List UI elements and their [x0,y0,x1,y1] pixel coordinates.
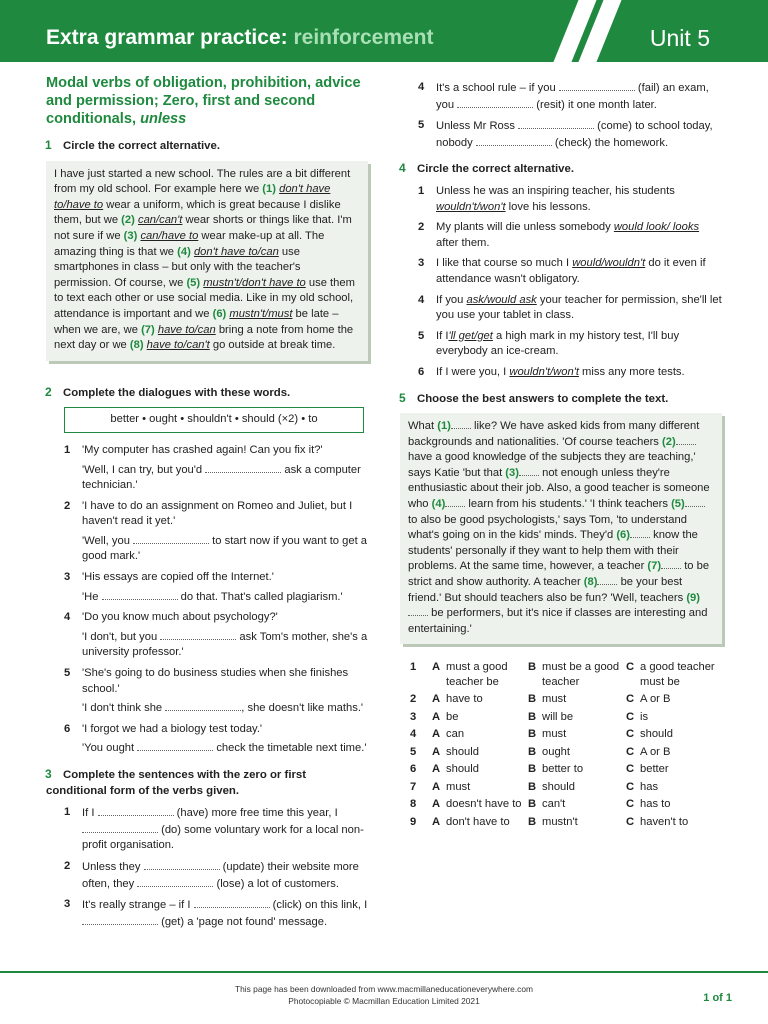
option-b[interactable]: must be a good teacher [542,661,620,688]
option-b[interactable]: will be [542,710,574,723]
answer-blank[interactable] [137,876,213,887]
exercise-4-heading [400,161,722,178]
exercise-instruction: Choose the best answers to complete the text. [417,392,669,405]
item-number: 3 [418,257,425,270]
circle-alternative[interactable]: have to/can [157,323,216,336]
option-b[interactable]: ought [542,745,570,758]
gap-blank [676,435,696,445]
dialogue-line: 'She's going to do business studies when she finishes school.' [82,667,349,695]
gap-blank [661,559,681,569]
circle-alternative[interactable]: would/wouldn't [572,257,646,270]
dialogue-line: 'I forgot we had a biology test today.' [82,722,263,735]
exercise-number: 4 [399,161,406,176]
answer-blank[interactable] [457,97,533,108]
gap-blank [445,497,465,507]
option-letter: B [528,745,537,758]
exercise-5-text-box [400,413,722,644]
circle-alternative[interactable]: 'll get/get [448,329,493,342]
dialogue-line: 'Well, I can try, but you'd ask a computer technician.' [82,463,361,492]
option-letter: C [626,745,635,758]
item-number: 9 [410,815,417,828]
option-letter: C [626,710,635,723]
list-item [46,722,368,757]
option-letter: B [528,815,537,828]
item-number: 2 [64,859,71,872]
answer-blank[interactable] [82,822,158,833]
item-number: 1 [418,184,425,197]
exercise-instruction: Complete the dialogues with these words. [63,386,291,399]
option-c[interactable]: is [640,710,649,723]
list-item: 1 Unless he was an inspiring teacher, his students wouldn't/won't love his lessons. [418,184,675,213]
option-letter: C [626,693,635,706]
option-a[interactable]: doesn't have to [446,798,522,811]
option-a[interactable]: can [446,728,465,741]
word-bank: better • ought • shouldn't • should (×2) • to [64,407,364,433]
option-b[interactable]: mustn't [542,815,578,828]
option-row [410,797,722,815]
dialogue-line: 'I have to do an assignment on Romeo and Juliet, but I haven't read it yet.' [82,499,353,528]
header-title-accent: reinforcement [293,26,434,49]
gap-number: (4) [177,245,191,258]
item-number: 6 [64,722,71,735]
list-item: 4 It's a school rule – if you (fail) an exam, you (resit) it one month later. [418,81,709,111]
answer-blank[interactable] [102,589,178,600]
answer-blank[interactable] [133,533,209,544]
exercise-2-list [46,443,368,757]
gap-number: (3) [123,229,138,242]
item-number: 4 [418,81,425,93]
answer-blank[interactable] [518,118,594,129]
option-letter: C [626,763,635,776]
page-header [0,0,768,62]
answer-blank[interactable] [82,914,158,925]
option-letter: C [626,798,635,811]
exercise-instruction: Circle the correct alternative. [63,140,221,152]
option-letter: B [528,661,537,674]
option-c[interactable]: a good teacher must be [640,661,715,688]
circle-alternative[interactable]: can/have to [140,229,199,242]
dialogue-line: 'He do that. That's called plagiarism.' [82,590,343,603]
option-a[interactable]: be [446,710,459,723]
answer-blank[interactable] [137,740,213,751]
option-a[interactable]: have to [446,693,483,706]
exercise-1-text-box [46,161,368,361]
option-b[interactable]: must [542,693,567,706]
dialogue-line: 'I don't think she , she doesn't like maths.' [82,702,364,715]
list-item: 1 If I (have) more free time this year, I (do) some voluntary work for a local non-profit organisation. [64,806,364,852]
option-c[interactable]: A or B [640,693,671,706]
list-item [46,666,368,717]
exercise-2-heading [46,385,368,402]
item-number: 2 [64,499,71,512]
option-row [410,727,722,745]
option-c[interactable]: has [640,780,659,793]
right-column [400,80,722,832]
option-letter: A [432,693,441,706]
answer-blank[interactable] [205,462,281,473]
option-row [410,710,722,728]
option-a[interactable]: don't have to [446,815,510,828]
gap-number: (8) [583,576,598,589]
item-number: 3 [64,898,71,911]
header-title-main: Extra grammar practice: [46,26,288,49]
option-letter: A [432,780,441,793]
option-c[interactable]: haven't to [640,815,689,828]
item-number: 5 [410,745,417,758]
item-number: 1 [410,661,417,674]
footer-copyright: Photocopiable © Macmillan Education Limited 2021 [288,996,480,1006]
option-row [410,745,722,763]
dialogue-line: 'My computer has crashed again! Can you fix it?' [82,443,323,456]
circle-alternative[interactable]: mustn't/don't have to [203,276,306,289]
list-item [46,570,368,605]
option-row [410,815,722,833]
circle-alternative[interactable]: mustn't/must [229,307,293,320]
option-letter: A [432,798,441,811]
item-number: 4 [64,611,71,624]
list-item [46,443,368,494]
circle-alternative[interactable]: would look/ looks [613,221,700,234]
gap-number: (2) [662,435,676,448]
list-item: 2 Unless they (update) their website more often, they (lose) a lot of customers. [64,859,359,890]
list-item: 2 My plants will die unless somebody would look/ looks after them. [418,221,700,249]
gap-blank [451,419,471,429]
circle-alternative[interactable]: have to/can't [146,339,210,352]
option-row [410,762,722,780]
page-number: 1 of 1 [703,992,732,1004]
item-number: 2 [418,221,425,234]
option-a[interactable]: should [446,763,479,776]
gap-blank [597,575,617,585]
dialogue-line: 'You ought check the timetable next time.' [82,742,367,755]
gap-number: (1) [437,420,451,433]
gap-number: (1) [262,183,276,196]
option-c[interactable]: A or B [640,745,671,758]
circle-alternative[interactable]: wouldn't/won't [509,365,579,378]
item-number: 4 [418,293,425,306]
item-number: 8 [410,798,417,811]
gap-number: (9) [686,591,701,604]
gap-number: (6) [616,529,630,542]
option-row [410,660,722,692]
exercise-5-heading [400,391,722,408]
answer-blank[interactable] [194,897,270,908]
dialogue-line: 'Well, you to start now if you want to get a good mark.' [82,534,368,563]
exercise-3-list [46,805,368,930]
option-letter: A [432,710,441,723]
gap-number: (2) [121,214,135,227]
option-a[interactable]: must a good teacher be [446,661,508,688]
list-item: 4 If you ask/would ask your teacher for permission, she'll let you use your tablet in class. [418,293,722,322]
option-b[interactable]: can't [542,798,566,811]
page-title-em: unless [140,111,187,127]
option-b[interactable]: better to [542,763,584,776]
exercise-5-text: What (1) like? We have asked kids from many different backgrounds and nationalities. 'Of course teachers (2) have a good knowledge of the subjects they are teaching,' says Katie 'but that (3) not enough unless they're enthusiastic about their job. Also, a good teacher is someone who (4) learn from his students.' 'I think teachers (5) to also be good psychologists,' says Tom, 'to understand what's going on in the kids' minds. They'd (6) know the students' personally if they want to help them with their problems. At the same time, however, a teacher (7) to be strict and show authority. A teacher (8) be your best friend.' But should teachers also be fun? 'Well, teachers (9) be performers, but it's nice if classes are interesting and entertaining.' [408,420,710,635]
list-item [46,610,368,661]
option-a[interactable]: should [446,745,479,758]
list-item: 3 It's really strange – if I (click) on this link, I (get) a 'page not found' message. [64,898,368,928]
item-number: 5 [64,667,71,680]
circle-alternative[interactable]: wouldn't/won't [436,200,506,213]
exercise-1-text: I have just started a new school. The rules are a bit different from my old school. For example here we (1) don't have to/have to wear a uniform, which is great because I dislike them, but we (2) can/can't wear shorts or things like that. I'm not sure if we (3) can/have to wear make-up at all. The amazing thing is that we (4) don't have to/can use smartphones in class – but only with the teacher's permission. Of course, we (5) mustn't/don't have to use them to text each other or use social media. Like in my old school, attendance is important and we (6) mustn't/must be late – when we are, we (7) have to/can bring a note from home the next day or we (8) have to/can't go outside at break time. [54,167,355,352]
answer-options-table [410,660,722,832]
answer-blank[interactable] [98,805,174,816]
option-b[interactable]: should [542,780,575,793]
option-letter: A [432,745,441,758]
answer-blank[interactable] [165,700,241,711]
footer [0,983,768,1007]
dialogue-line: 'His essays are copied off the Internet.' [82,571,274,584]
option-letter: B [528,763,537,776]
exercise-number: 3 [45,767,52,781]
exercise-3-heading [46,767,368,799]
option-letter: B [528,710,537,723]
list-item [46,499,368,565]
exercise-1-heading [46,138,368,155]
item-number: 3 [64,571,71,584]
list-item: 5 If I'll get/get a high mark in my history test, I'll buy everybody an ice-cream. [418,329,680,358]
list-item: 5 Unless Mr Ross (come) to school today, nobody (check) the homework. [418,119,713,149]
gap-number: (4) [431,498,446,511]
item-number: 5 [418,119,425,132]
item-number: 7 [410,780,417,793]
dialogue-line: 'I don't, but you ask Tom's mother, she's a university professor.' [82,630,368,659]
item-number: 5 [418,329,425,342]
gap-number: (7) [141,323,155,336]
item-number: 1 [64,806,71,819]
list-item: 6 If I were you, I wouldn't/won't miss any more tests. [400,365,722,381]
option-letter: A [432,763,441,776]
gap-blank [519,466,539,476]
left-column [46,74,368,935]
gap-number: (5) [671,498,685,511]
circle-alternative[interactable]: ask/would ask [466,293,537,306]
list-item: 3 I like that course so much I would/wouldn't do it even if attendance wasn't obligatory. [418,257,706,285]
gap-number: (7) [647,560,662,573]
exercise-3-list-continued [400,80,722,151]
page-title [46,74,368,128]
footer-source: This page has been downloaded from www.macmillaneducationeverywhere.com [235,984,533,994]
option-letter: A [432,661,441,674]
page-title-text: Modal verbs of obligation, prohibition, advice and permission; Zero, first and second conditionals, [46,75,361,127]
item-number: 2 [410,693,417,706]
answer-blank[interactable] [144,859,220,870]
answer-blank[interactable] [160,629,236,640]
option-letter: B [528,798,537,811]
option-letter: C [626,661,635,674]
exercise-number: 5 [399,390,406,405]
exercise-number: 1 [45,138,52,152]
gap-blank [408,606,428,616]
circle-alternative[interactable]: don't have to/can [193,245,279,258]
option-letter: C [626,728,635,741]
option-row [410,780,722,798]
gap-number: (3) [505,466,519,479]
unit-label: Unit 5 [649,25,710,51]
item-number: 1 [64,443,71,456]
option-row [410,692,722,710]
option-letter: B [528,693,537,706]
option-letter: A [432,728,441,741]
gap-number: (8) [129,339,144,352]
answer-blank[interactable] [476,135,552,146]
gap-number: (6) [212,307,227,320]
answer-blank[interactable] [559,80,635,91]
gap-number: (5) [186,276,201,289]
exercise-instruction: Complete the sentences with the zero or first conditional form of the verbs given. [46,769,307,797]
exercise-number: 2 [45,384,52,399]
option-letter: C [626,780,635,793]
dialogue-line: 'Do you know much about psychology?' [82,611,278,624]
option-letter: A [432,815,441,828]
gap-blank [630,528,650,538]
footer-divider [0,971,768,973]
header-title [46,24,434,52]
option-c[interactable]: has to [640,798,671,811]
circle-alternative[interactable]: don't have to/have to [54,183,331,211]
item-number: 3 [410,710,417,723]
option-letter: C [626,815,635,828]
option-letter: B [528,728,537,741]
option-c[interactable]: should [640,728,673,741]
option-b[interactable]: must [542,728,567,741]
option-a[interactable]: must [446,780,471,793]
item-number: 6 [418,365,425,378]
item-number: 6 [410,763,417,776]
item-number: 4 [410,728,417,741]
option-c[interactable]: better [640,763,669,776]
gap-blank [685,497,705,507]
exercise-4-list [400,184,722,381]
exercise-instruction: Circle the correct alternative. [417,163,575,176]
circle-alternative[interactable]: can/can't [137,214,183,227]
option-letter: B [528,780,537,793]
